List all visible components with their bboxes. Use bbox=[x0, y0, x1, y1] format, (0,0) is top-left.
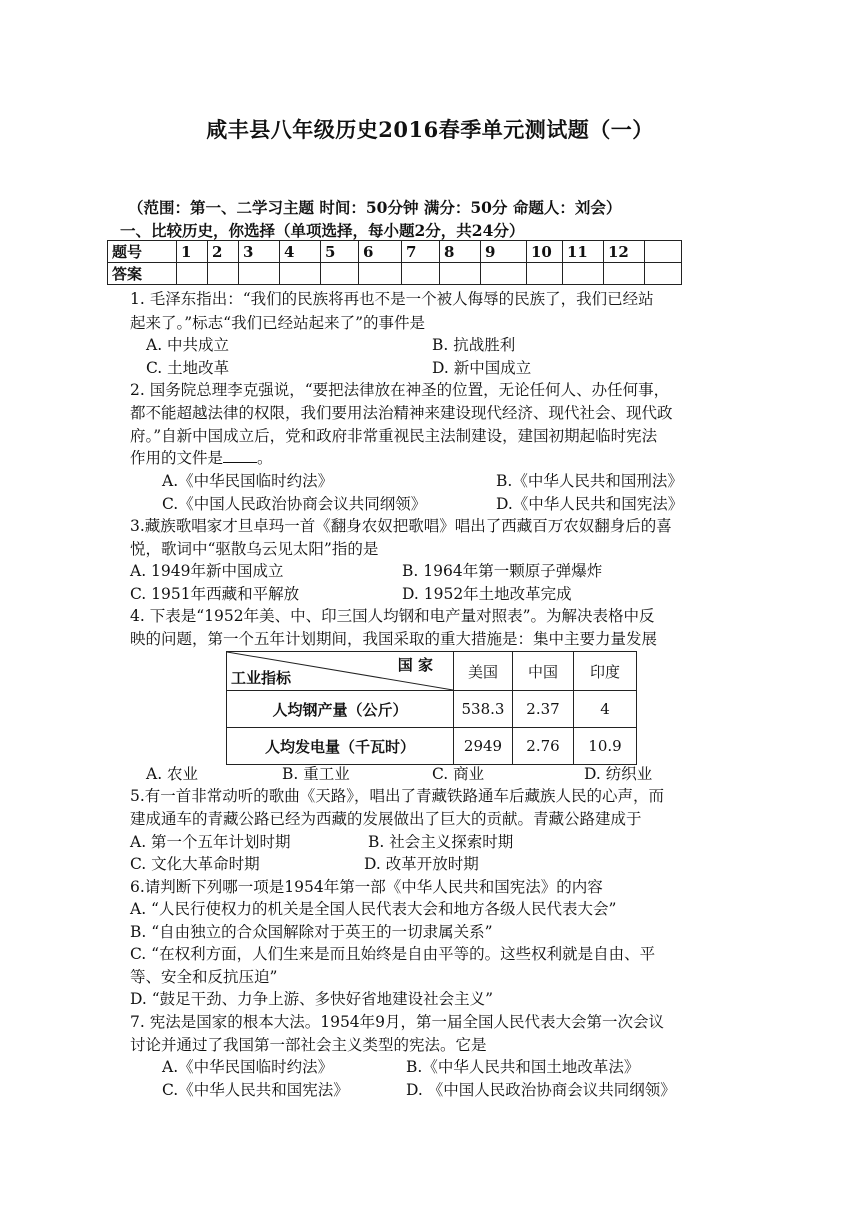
answer-table bbox=[107, 240, 682, 285]
table-row bbox=[227, 691, 637, 728]
q4-line: 映的问题，第一个五年计划期间，我国采取的重大措施是：集中主要力量发展 bbox=[130, 630, 658, 648]
answer-table-answer-row bbox=[108, 263, 682, 285]
q3-line: 悦，歌词中“驱散乌云见太阳”指的是 bbox=[130, 540, 379, 558]
q4-line: 4. 下表是“1952年美、中、印三国人均钢和电产量对照表”。为解决表格中反 bbox=[130, 607, 655, 625]
row-label: 人均发电量（千瓦时） bbox=[227, 728, 454, 765]
answer-cell[interactable] bbox=[280, 263, 321, 285]
value-cell: 10.9 bbox=[574, 728, 637, 765]
q1-option-c: C. 土地改革 bbox=[146, 359, 230, 377]
q1-line: 起来了。”标志“我们已经站起来了”的事件是 bbox=[130, 314, 426, 332]
q4-option-c: C. 商业 bbox=[432, 765, 485, 783]
value-cell: 538.3 bbox=[454, 691, 513, 728]
q5-option-d: D. 改革开放时期 bbox=[364, 855, 479, 873]
answer-cell[interactable] bbox=[527, 263, 563, 285]
q1-option-a: A. 中共成立 bbox=[146, 336, 230, 354]
row-label: 题号 bbox=[108, 241, 177, 263]
number-cell: 2 bbox=[208, 241, 239, 263]
q2-option-b: B.《中华人民共和国刑法》 bbox=[496, 472, 683, 490]
exam-info: （范围：第一、二学习主题 时间：50分钟 满分：50分 命题人：刘会） bbox=[128, 198, 622, 217]
q1-line: 1. 毛泽东指出：“我们的民族将再也不是一个被人侮辱的民族了，我们已经站 bbox=[130, 290, 654, 308]
answer-cell[interactable] bbox=[481, 263, 527, 285]
q4-option-b: B. 重工业 bbox=[282, 765, 350, 783]
q2-line bbox=[130, 446, 273, 468]
q6-line: 6.请判断下列哪一项是1954年第一部《中华人民共和国宪法》的内容 bbox=[130, 878, 603, 896]
q6-option-d: D. “鼓足干劲、力争上游、多快好省地建设社会主义” bbox=[130, 990, 494, 1008]
q3-option-b: B. 1964年第一颗原子弹爆炸 bbox=[402, 562, 603, 580]
q5-option-b: B. 社会主义探索时期 bbox=[368, 833, 514, 851]
q4-option-d: D. 纺织业 bbox=[584, 765, 653, 783]
q6-option-c: C. “在权利方面，人们生来是而且始终是自由平等的。这些权利就是自由、平 bbox=[130, 945, 656, 963]
q7-option-c: C.《中华人民共和国宪法》 bbox=[162, 1081, 349, 1099]
number-cell bbox=[645, 241, 682, 263]
answer-cell[interactable] bbox=[208, 263, 239, 285]
row-label: 答案 bbox=[108, 263, 177, 285]
answer-cell[interactable] bbox=[645, 263, 682, 285]
answer-cell[interactable] bbox=[563, 263, 604, 285]
q7-line: 讨论并通过了我国第一部社会主义类型的宪法。它是 bbox=[130, 1036, 487, 1054]
q2-option-c: C.《中国人民政治协商会议共同纲领》 bbox=[162, 495, 427, 513]
number-cell: 11 bbox=[563, 241, 604, 263]
country-header: 中国 bbox=[513, 652, 574, 691]
table-header-row bbox=[227, 652, 637, 691]
q7-option-b: B.《中华人民共和国土地改革法》 bbox=[406, 1058, 640, 1076]
answer-cell[interactable] bbox=[604, 263, 645, 285]
number-cell: 3 bbox=[239, 241, 280, 263]
q3-line: 3.藏族歌唱家才旦卓玛一首《翻身农奴把歌唱》唱出了西藏百万农奴翻身后的喜 bbox=[130, 517, 672, 535]
number-cell: 7 bbox=[402, 241, 440, 263]
q6-option-a: A. “人民行使权力的机关是全国人民代表大会和地方各级人民代表大会” bbox=[130, 900, 617, 918]
q5-line: 5.有一首非常动听的歌曲《天路》，唱出了青藏铁路通车后藏族人民的心声，而 bbox=[130, 787, 665, 805]
q3-option-c: C. 1951年西藏和平解放 bbox=[130, 585, 300, 603]
comparison-table bbox=[226, 651, 637, 765]
answer-cell[interactable] bbox=[402, 263, 440, 285]
corner-bottom-label: 工业指标 bbox=[231, 669, 292, 687]
row-label: 人均钢产量（公斤） bbox=[227, 691, 454, 728]
q5-line: 建成通车的青藏公路已经为西藏的发展做出了巨大的贡献。青藏公路建成于 bbox=[130, 810, 642, 828]
page-title: 咸丰县八年级历史2016春季单元测试题（一） bbox=[206, 117, 654, 142]
q2-line: 2. 国务院总理李克强说，“要把法律放在神圣的位置，无论任何人、办任何事， bbox=[130, 381, 670, 399]
number-cell: 12 bbox=[604, 241, 645, 263]
number-cell: 9 bbox=[481, 241, 527, 263]
number-cell: 1 bbox=[177, 241, 208, 263]
number-cell: 10 bbox=[527, 241, 563, 263]
corner-top-label: 国 家 bbox=[397, 656, 433, 674]
value-cell: 2949 bbox=[454, 728, 513, 765]
diagonal-header-cell bbox=[227, 652, 454, 691]
q1-option-b: B. 抗战胜利 bbox=[432, 336, 516, 354]
q4-option-a: A. 农业 bbox=[146, 765, 199, 783]
number-cell: 5 bbox=[321, 241, 359, 263]
q5-option-a: A. 第一个五年计划时期 bbox=[130, 833, 291, 851]
q2-line: 府。”自新中国成立后，党和政府非常重视民主法制建设，建国初期起临时宪法 bbox=[130, 427, 658, 445]
q6-option-c-cont: 等、安全和反抗压迫” bbox=[130, 968, 278, 986]
number-cell: 6 bbox=[359, 241, 402, 263]
value-cell: 2.37 bbox=[513, 691, 574, 728]
q7-option-d: D. 《中国人民政治协商会议共同纲领》 bbox=[406, 1081, 676, 1099]
answer-cell[interactable] bbox=[321, 263, 359, 285]
q2-option-a: A.《中华民国临时约法》 bbox=[162, 472, 334, 490]
q2-line-text: 作用的文件是 bbox=[130, 449, 224, 467]
answer-blank bbox=[223, 448, 257, 463]
value-cell: 4 bbox=[574, 691, 637, 728]
answer-table-number-row bbox=[108, 241, 682, 263]
q3-option-a: A. 1949年新中国成立 bbox=[130, 562, 284, 580]
q5-option-c: C. 文化大革命时期 bbox=[130, 855, 260, 873]
number-cell: 8 bbox=[440, 241, 481, 263]
value-cell: 2.76 bbox=[513, 728, 574, 765]
answer-cell[interactable] bbox=[177, 263, 208, 285]
table-row bbox=[227, 728, 637, 765]
q1-option-d: D. 新中国成立 bbox=[432, 359, 532, 377]
country-header: 美国 bbox=[454, 652, 513, 691]
q2-option-d: D.《中华人民共和国宪法》 bbox=[496, 495, 684, 513]
q7-option-a: A.《中华民国临时约法》 bbox=[162, 1058, 334, 1076]
q6-option-b: B. “自由独立的合众国解除对于英王的一切隶属关系” bbox=[130, 923, 493, 941]
q3-option-d: D. 1952年土地改革完成 bbox=[402, 585, 572, 603]
section-heading: 一、比较历史，你选择（单项选择，每小题2分，共24分） bbox=[120, 221, 525, 240]
q2-line: 都不能超越法律的权限，我们要用法治精神来建设现代经济、现代社会、现代政 bbox=[130, 404, 673, 422]
number-cell: 4 bbox=[280, 241, 321, 263]
answer-cell[interactable] bbox=[239, 263, 280, 285]
answer-cell[interactable] bbox=[440, 263, 481, 285]
country-header: 印度 bbox=[574, 652, 637, 691]
answer-cell[interactable] bbox=[359, 263, 402, 285]
q2-line-end: 。 bbox=[257, 449, 273, 467]
q7-line: 7. 宪法是国家的根本大法。1954年9月，第一届全国人民代表大会第一次会议 bbox=[130, 1013, 665, 1031]
